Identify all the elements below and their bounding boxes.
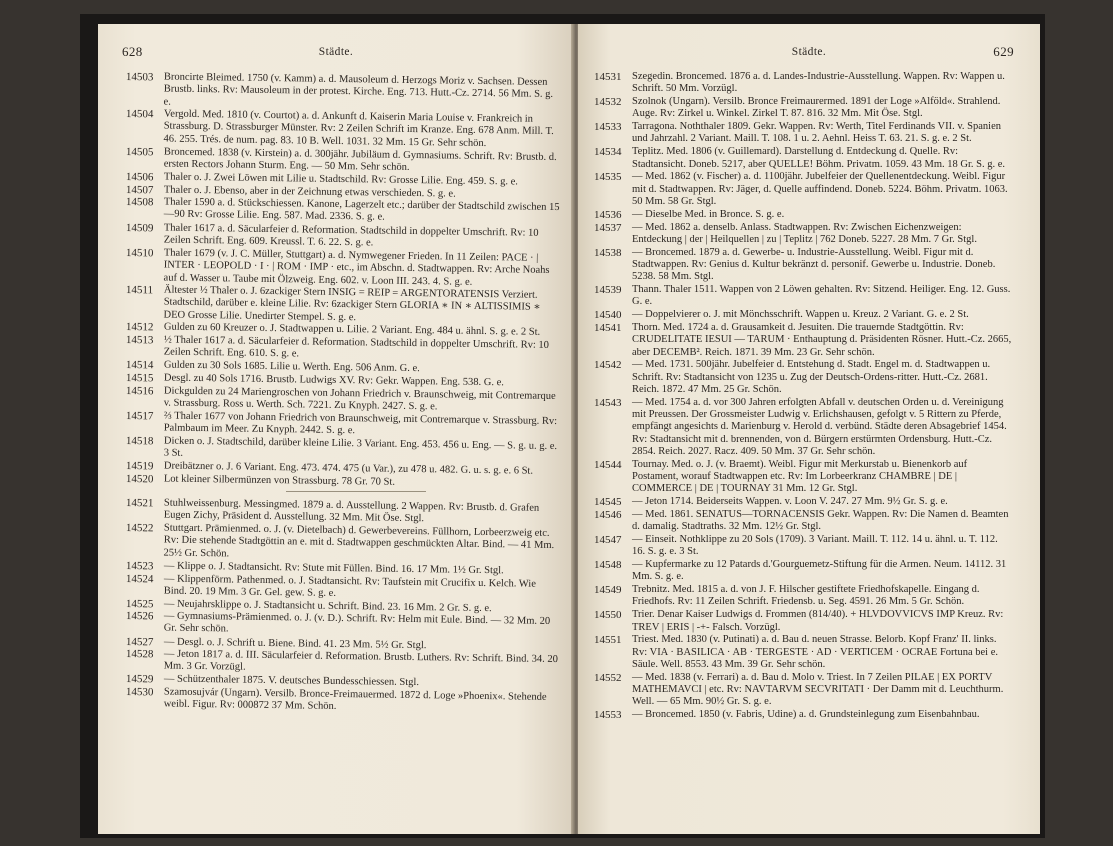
catalog-entry: [594, 121, 1012, 146]
entry-text: Thaler 1590 a. d. Stückschiessen. Kanone, Lagerzelt etc.; darüber der Stadtschild zwischen 15—90 Rv: Grosse Lilie. Eng. 587. Mad. 2336. S. g. e.: [163, 196, 560, 224]
entry-number: 14531: [594, 71, 622, 83]
entry-number: 14512: [125, 321, 154, 334]
catalog-entry: [125, 284, 559, 327]
entry-number: 14522: [125, 522, 154, 535]
left-entries-part2: [126, 497, 560, 711]
entry-text: — Doppelvierer o. J. mit Mönchsschrift. Wappen u. Kreuz. 2 Variant. G. e. 2 St.: [632, 309, 969, 321]
entry-text: — Broncemed. 1850 (v. Fabris, Udine) a. d. Grundsteinlegung zum Eisenbahnbau.: [632, 709, 980, 721]
entry-number: 14521: [125, 497, 154, 510]
entry-text: Trier. Denar Kaiser Ludwigs d. Frommen (814/40). + HLVDOVVICVS IMP Kreuz. Rv: TREV | ERIS | -+- Falsch. Vorzügl.: [632, 609, 1004, 633]
catalog-entry: [125, 522, 559, 565]
entry-number: 14541: [594, 321, 622, 334]
entry-number: 14504: [125, 108, 154, 121]
entry-number: 14523: [125, 559, 154, 573]
catalog-entry: [594, 309, 1012, 321]
catalog-entry: [594, 634, 1012, 671]
left-page-number: 628: [122, 44, 143, 59]
entry-text: Ältester ½ Thaler o. J. 6zackiger Stern INSIG = REIP = ARGENTORATENSIS Verziert. Stadtschild, darüber e. kleine Lilie. Rv: 6zackiger Stern GLORIA ∗ IN ∗ ALTISSIMIS ∗ DEO Grosse Lilie. Unedirter Stempel. S. g. e.: [163, 284, 541, 323]
catalog-entry: [594, 322, 1012, 359]
entry-number: 14509: [125, 221, 154, 234]
entry-number: 14527: [125, 635, 154, 648]
entry-text: — Jeton 1817 a. d. III. Säcularfeier d. Reformation. Brustb. Luthers. Rv: Schrift. Bind. 34. 20 Mm. 3 Gr. Vorzügl.: [163, 648, 558, 674]
catalog-entry: [594, 709, 1012, 721]
entry-text: Tarragona. Noththaler 1809. Gekr. Wappen. Rv: Werth, Titel Ferdinands VII. v. Spanien und Jahrzahl. 2 Variant. Maill. T. 108. 1 u. 2. Aehnl. Heiss T. 63. 21. S. g. e. 2 St.: [632, 121, 1002, 145]
catalog-entry: [594, 397, 1012, 458]
catalog-entry: [594, 222, 1012, 247]
entry-text: Thaler 1617 a. d. Säcularfeier d. Reformation. Stadtschild in doppelter Umschrift. Rv: 10 Zeilen Schrift. Eng. 609. Kreussl. T. 6. 22. S. g. e.: [163, 222, 539, 249]
entry-text: Stuhlweissenburg. Messingmed. 1879 a. d. Ausstellung. 2 Wappen. Rv: Brustb. d. Grafen Eugen Zichy, Präsident d. Ausstellung. 32 Mm. Mit Öse. Stgl.: [163, 497, 540, 525]
entry-text: — Med. 1862 a. denselb. Anlass. Stadtwappen. Rv: Zwischen Eichenzweigen: Entdeckung | der | Heilquellen | zu | Teplitz | 762 Doneb. 5227. 28 Mm. 7 Gr. Stgl.: [632, 221, 977, 245]
entry-number: 14548: [594, 559, 622, 572]
entry-text: Thann. Thaler 1511. Wappen von 2 Löwen gehalten. Rv: Sitzend. Heiliger. Eng. 12. Guss. G. e.: [632, 284, 1011, 308]
entry-number: 14517: [125, 410, 154, 423]
catalog-entry: [594, 509, 1012, 534]
entry-number: 14511: [125, 284, 154, 297]
entry-number: 14534: [594, 146, 622, 159]
catalog-entry: [594, 672, 1012, 709]
entry-text: — Dieselbe Med. in Bronce. S. g. e.: [632, 208, 785, 220]
entry-number: 14530: [125, 686, 154, 699]
entry-number: 14526: [125, 610, 154, 623]
entry-number: 14547: [594, 533, 622, 546]
left-page: [98, 24, 574, 834]
entry-text: Broncemed. 1838 (v. Kirstein) a. d. 300jähr. Jubiläum d. Gymnasiums. Schrift. Rv: Brustb. d. ersten Rectors Johann Sturm. Eng. — 50 Mm. Sehr schön.: [163, 146, 557, 174]
entry-text: Thaler o. J. Zwei Löwen mit Lilie u. Stadtschild. Rv: Grosse Lilie. Eng. 459. S. g. e.: [163, 171, 519, 188]
entry-number: 14505: [125, 145, 154, 159]
entry-number: 14525: [125, 597, 154, 611]
catalog-entry: [125, 71, 559, 114]
entry-text: Trebnitz. Med. 1815 a. d. von J. F. Hilscher gestiftete Friedhofskapelle. Eingang d. Friedhofs. Rv: 11 Zeilen Schrift. Friedensb. u. Seg. 4591. 26 Mm. 5 Gr. Schön.: [632, 584, 980, 608]
entry-text: Broncirte Bleimed. 1750 (v. Kamm) a. d. Mausoleum d. Herzogs Moriz v. Sachsen. Dessen Brustb. links. Rv: Mausoleum in der protest. Kirche. Eng. 713. Hutt.-Cz. 2714. 56 Mm. S. g. e.: [163, 71, 554, 108]
entry-text: ½ Thaler 1617 a. d. Säcularfeier d. Reformation. Stadtschild in doppelter Umschrift. Rv: 10 Zeilen Schrift. Eng. 610. S. g. e.: [163, 334, 549, 360]
entry-number: 14553: [594, 709, 622, 722]
right-entries: [594, 71, 1012, 722]
section-divider: [286, 491, 426, 492]
entry-number: 14537: [594, 221, 622, 234]
entry-number: 14539: [594, 284, 622, 297]
entry-text: Tournay. Med. o. J. (v. Braemt). Weibl. Figur mit Merkurstab u. Bienenkorb auf Postament, worauf Stadtwappen etc. Rv: Im Lorbeerkranz CHAMBRE | DE | COMMERCE | DE | TOURNAY 31 Mm. 12 Gr. Stgl.: [632, 458, 968, 495]
entry-number: 14545: [594, 496, 622, 509]
entry-text: — Jeton 1714. Beiderseits Wappen. v. Loon V. 247. 27 Mm. 9½ Gr. S. g. e.: [632, 496, 948, 508]
catalog-entry: [594, 559, 1012, 584]
entry-number: 14515: [125, 372, 154, 385]
entry-text: Gulden zu 60 Kreuzer o. J. Stadtwappen u. Lilie. 2 Variant. Eng. 484 u. ähnl. S. g. e. 2 St.: [163, 321, 541, 339]
entry-number: 14519: [125, 460, 154, 473]
right-entries-list: [594, 71, 1012, 721]
left-entries: [126, 71, 560, 711]
entry-text: — Gymnasiums-Prämienmed. o. J. (v. D.). Schrift. Rv: Helm mit Eule. Bind. — 32 Mm. 20 Gr. Sehr schön.: [163, 610, 551, 636]
entry-text: Thaler o. J. Ebenso, aber in der Zeichnung etwas verschieden. S. g. e.: [163, 184, 456, 200]
entry-number: 14532: [594, 96, 622, 109]
entry-text: Stuttgart. Prämienmed. o. J. (v. Dietelbach) d. Gewerbevereins. Füllhorn, Lorbeerzweig etc. Rv: Die stehende Stadtgöttin an e. mit d. Stadtwappen geschmückten Altar. Bind. — 41 Mm. 25½ Gr. Schön.: [163, 522, 555, 560]
entry-text: Lot kleiner Silbermünzen von Strassburg. 78 Gr. 70 St.: [163, 473, 396, 488]
catalog-entry: [594, 171, 1012, 208]
entry-text: Szamosujvár (Ungarn). Versilb. Bronce-Freimauermed. 1872 d. Loge »Phoenix«. Stehende weibl. Figur. Rv: 000872 37 Mm. Schön.: [163, 686, 547, 713]
entry-number: 14520: [125, 473, 154, 486]
entry-text: — Med. 1754 a. d. vor 300 Jahren erfolgten Abfall v. deutschen Orden u. d. Vereinigung mit Preussen. Der Grossmeister Ludwig v. Erlichshausen, gefolgt v. 5 Rittern zu Pferde, empfängt angesichts d. Marienburg v. Herold d. verbünd. Städte deren Absagebrief 1454. Rv: Stadtansicht mit d. brennenden, von d. Bürgern erstürmten Ordensburg. Hutt.-Cz. 2854. Reich. 2027. Racz. 409. 50 Mm. 37 Gr. Sehr schön.: [632, 396, 1007, 457]
catalog-entry: [594, 71, 1012, 96]
entry-text: Teplitz. Med. 1806 (v. Guillemard). Darstellung d. Entdeckung d. Quelle. Rv: Stadtansicht. Doneb. 5217, aber QUELLE! Böhm. Privatm. 1059. 43 Mm. 18 Gr. S. g. e.: [632, 146, 1006, 170]
catalog-entry: [594, 209, 1012, 221]
entry-text: — Broncemed. 1879 a. d. Gewerbe- u. Industrie-Ausstellung. Weibl. Figur mit d. Stadtwappen. Rv: Genius d. Kultur bekränzt d. personif. Gewerbe u. Industrie. Doneb. 5238. 58 Mm. Stgl.: [632, 246, 996, 283]
entry-text: Thaler 1679 (v. J. C. Müller, Stuttgart) a. d. Nymwegener Frieden. In 11 Zeilen: PACE · | INTER · LEOPOLD · I · | ROM · IMP · etc., im Abschn. d. Stadtwappen. Rv: Arche Noahs auf d. Wasser u. Taube mit Ölzweig. Eng. 602. v. Loon III. 243. 4. S. g. e.: [163, 247, 550, 288]
entry-number: 14506: [125, 170, 154, 184]
catalog-entry: [594, 96, 1012, 121]
catalog-entry: [594, 534, 1012, 559]
catalog-entry: [594, 459, 1012, 496]
entry-text: — Einseit. Nothklippe zu 20 Sols (1709). 3 Variant. Maill. T. 112. 14 u. ähnl. u. T. 112. 16. S. g. e. 3 St.: [632, 533, 998, 558]
right-running-head: Städte.: [791, 46, 827, 58]
entry-number: 14542: [594, 359, 622, 372]
catalog-entry: [594, 609, 1012, 634]
entry-text: — Klippenförm. Pathenmed. o. J. Stadtansicht. Rv: Taufstein mit Crucifix u. Kelch. Wie Bind. 20. 19 Mm. 3 Gr. Gel. gew. S. g. e.: [163, 573, 536, 599]
entry-text: Szegedin. Broncemed. 1876 a. d. Landes-Industrie-Ausstellung. Wappen. Rv: Wappen u. Schrift. 50 Mm. Vorzügl.: [632, 71, 1005, 95]
entry-text: ⅔ Thaler 1677 von Johann Friedrich von Braunschweig, mit Contremarque v. Strassburg. Rv: Palmbaum im Meer. Zu Knyph. 2442. S. g. e.: [163, 410, 558, 437]
entry-number: 14546: [594, 508, 622, 521]
entry-number: 14513: [125, 334, 154, 347]
catalog-entry: [126, 686, 560, 717]
entry-text: Szolnok (Ungarn). Versilb. Bronce Freimaurermed. 1891 der Loge »Alföld«. Strahlend. Auge. Rv: Zirkel u. Winkel. Zirkel T. 87. 816. 32 Mm. Mit Öse. Stgl.: [632, 96, 1001, 120]
catalog-entry: [125, 108, 559, 151]
entry-text: — Schützenthaler 1875. V. deutsches Bundesschiessen. Stgl.: [163, 673, 420, 689]
entry-text: Desgl. zu 40 Sols 1716. Brustb. Ludwigs XV. Rv: Gekr. Wappen. Eng. 538. G. e.: [163, 372, 504, 389]
catalog-entry: [125, 247, 559, 290]
left-entries-part1: [125, 71, 560, 488]
entry-text: Gulden zu 30 Sols 1685. Lilie u. Werth. Eng. 506 Anm. G. e.: [163, 359, 420, 375]
entry-number: 14508: [125, 196, 154, 209]
entry-number: 14544: [594, 458, 622, 471]
entry-number: 14552: [594, 671, 622, 684]
entry-text: Dicken o. J. Stadtschild, darüber kleine Lilie. 3 Variant. Eng. 453. 456 u. Eng. — S. g. u. g. e. 3 St.: [163, 435, 558, 460]
entry-number: 14510: [125, 246, 154, 260]
entry-text: — Desgl. o. J. Schrift u. Biene. Bind. 41. 23 Mm. 5½ Gr. Stgl.: [163, 636, 427, 651]
entry-number: 14507: [125, 183, 154, 197]
entry-number: 14516: [125, 384, 154, 398]
catalog-entry: [594, 146, 1012, 171]
entry-number: 14528: [125, 648, 154, 661]
entry-text: — Med. 1838 (v. Ferrari) a. d. Bau d. Molo v. Triest. In 7 Zeilen PILAE | EX PORTV MATHEMAVCI | etc. Rv: NAVTARVM SECVRITATI · Der Damm mit d. Leuchthurm. Well. — 65 Mm. 90½ Gr. S. g. e.: [632, 671, 1004, 708]
entry-number: 14549: [594, 584, 622, 597]
entry-number: 14529: [125, 673, 154, 686]
entry-number: 14524: [125, 572, 154, 585]
entry-text: Dickgulden zu 24 Mariengroschen von Johann Friedrich v. Braunschweig, mit Contremarque v. Strassburg. Ross u. Werth. Sch. 7221. Zu Knyph. 2427. S. g. e.: [163, 385, 556, 413]
catalog-entry: [594, 284, 1012, 309]
right-page: [578, 24, 1040, 834]
entry-text: Thorn. Med. 1724 a. d. Grausamkeit d. Jesuiten. Die trauernde Stadtgöttin. Rv: CRUDELITATE IESUI — TARUM · Enthauptung d. Präsidenten Rösner. Hutt.-Cz. 2665, aber DECEMB². Reich. 1871. 39 Mm. 23 Gr. Sehr schön.: [632, 321, 1012, 358]
entry-number: 14503: [125, 71, 154, 84]
entry-number: 14518: [125, 435, 154, 448]
entry-number: 14551: [594, 634, 622, 647]
catalog-entry: [594, 247, 1012, 284]
catalog-entry: [594, 584, 1012, 609]
entry-number: 14535: [594, 171, 622, 184]
left-running-head: Städte.: [318, 46, 354, 58]
entry-text: — Klippe o. J. Stadtansicht. Rv: Stute mit Füllen. Bind. 16. 17 Mm. 1½ Gr. Stgl.: [163, 560, 504, 577]
entry-number: 14533: [594, 121, 622, 134]
entry-text: Triest. Med. 1830 (v. Putinati) a. d. Bau d. neuen Strasse. Belorb. Kopf Franz' II. links. Rv: VIA · BASILICA · AB · TERGESTE · AD · VERTICEM · OCRAE Fortuna bei e. Säule. Well. 8553. 43 Mm. 39 Gr. Sehr schön.: [632, 634, 998, 670]
entry-number: 14538: [594, 246, 622, 259]
right-page-number: 629: [993, 44, 1014, 59]
entry-text: — Med. 1861. SENATUS—TORNACENSIS Gekr. Wappen. Rv: Die Namen d. Beamten d. damalig. Stadtraths. 32 Mm. 12½ Gr. Stgl.: [632, 508, 1009, 533]
entry-number: 14543: [594, 396, 622, 409]
entry-number: 14540: [594, 309, 622, 322]
entry-text: — Med. 1731. 500jähr. Jubelfeier d. Entstehung d. Stadt. Engel m. d. Stadtwappen u. Schrift. Rv: Stadtansicht von 1235 u. Zug der Deutsch-Ordens-ritter. Hutt.-Cz. 2681. Reich. 1872. 47 Mm. 25 Gr. Schön.: [632, 359, 991, 395]
entry-text: — Kupfermarke zu 12 Patards d.'Gourguemetz-Stiftung für die Armen. Neum. 14112. 31 Mm. S. g. e.: [632, 559, 1007, 583]
entry-number: 14536: [594, 208, 622, 221]
entry-text: — Med. 1862 (v. Fischer) a. d. 1100jähr. Jubelfeier der Quellenentdeckung. Weibl. Figur mit d. Stadtwappen. Rv: Jäger, d. Quelle auffindend. Doneb. 5224. Böhm. Privatm. 1063. 50 Mm. 58 Gr. Stgl.: [632, 171, 1008, 207]
entry-number: 14514: [125, 359, 154, 372]
entry-text: Dreibätzner o. J. 6 Variant. Eng. 473. 474. 475 (u Var.), zu 478 u. 482. G. u. s. g. e. 6 St.: [163, 460, 534, 477]
entry-text: — Neujahrsklippe o. J. Stadtansicht u. Schrift. Bind. 23. 16 Mm. 2 Gr. S. g. e.: [163, 598, 492, 614]
entry-text: Vergold. Med. 1810 (v. Courtot) a. d. Ankunft d. Kaiserin Maria Louise v. Frankreich in Strassburg. D. Strassburger Münster. Rv: 2 Zeilen Schrift im Kranze. Eng. 678 Anm. Mill. T. 46. 255. Trés. de num. pag. 83. 10 B. Well. 1031. 32 Mm. 15 Gr. Sehr schön.: [163, 108, 554, 150]
catalog-entry: [594, 496, 1012, 508]
entry-number: 14550: [594, 609, 622, 622]
catalog-entry: [594, 359, 1012, 396]
